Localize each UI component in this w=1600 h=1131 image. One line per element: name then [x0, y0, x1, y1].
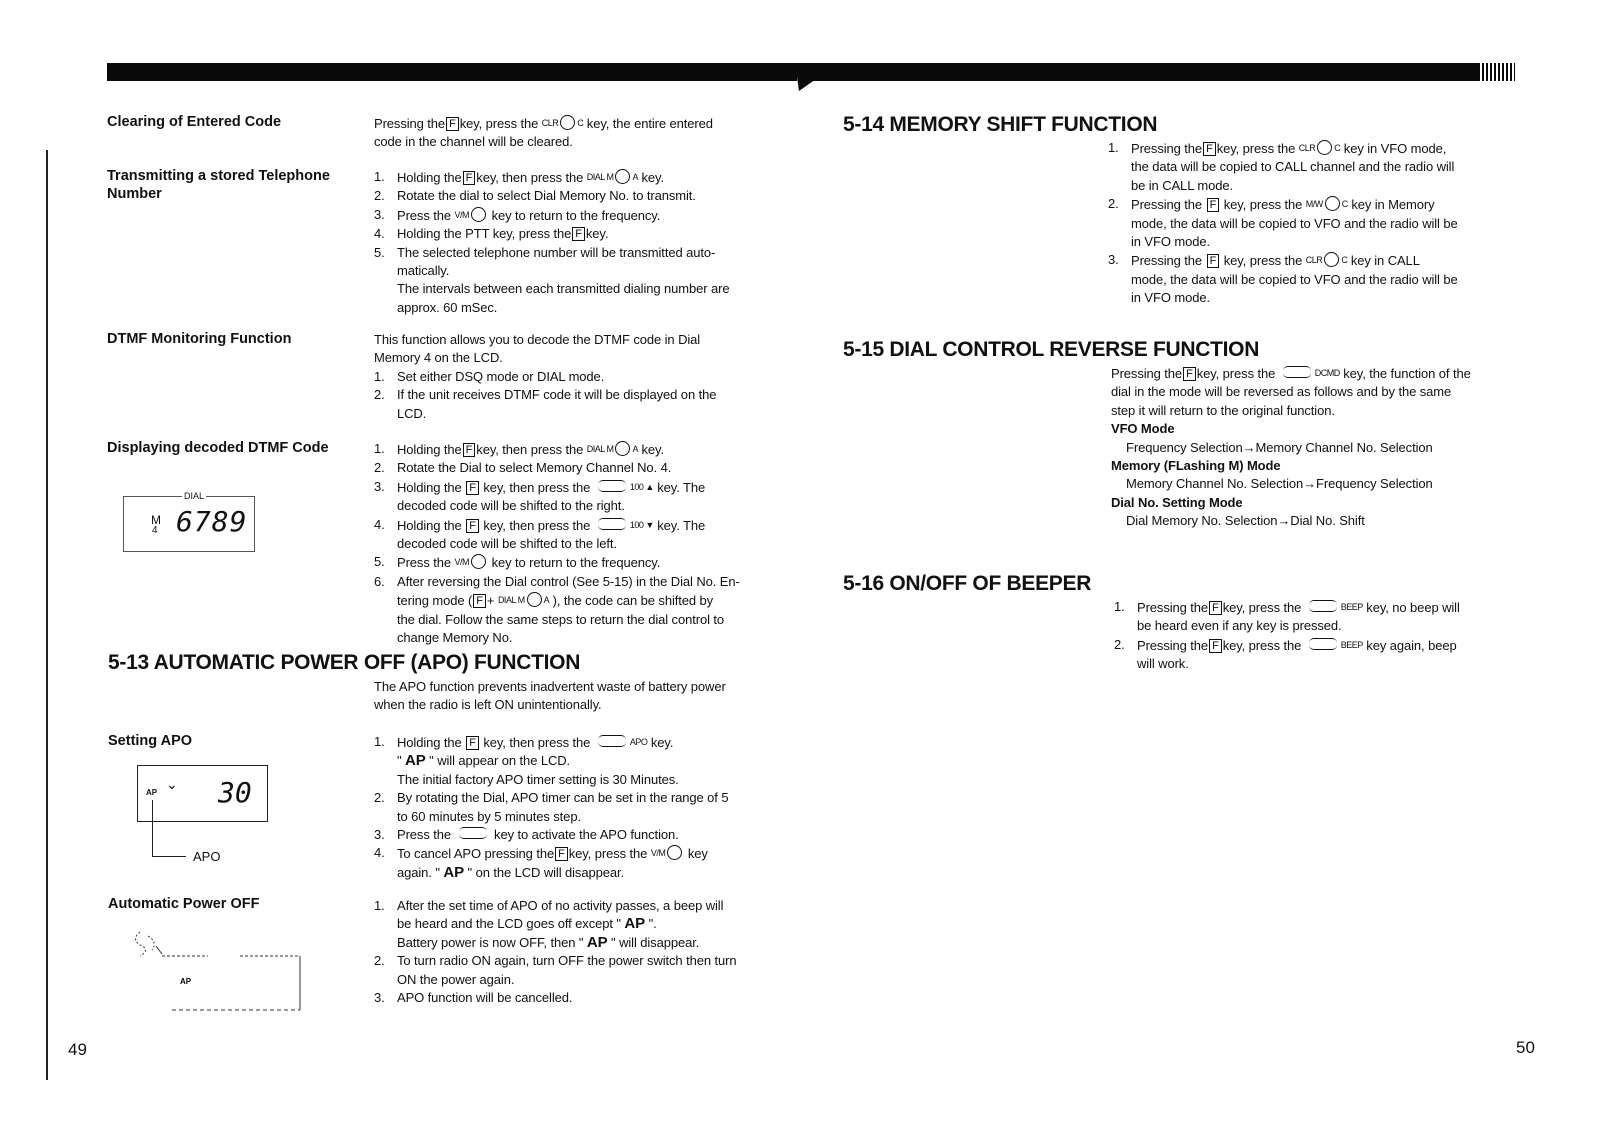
up-arrow-key-icon — [598, 480, 626, 492]
clr-key-icon — [1325, 196, 1340, 211]
vm-key-icon — [471, 207, 486, 222]
header-tick-marks — [1482, 63, 1515, 81]
list-item: 2. Rotate the dial to select Dial Memory No. to transmit. — [374, 188, 696, 204]
apo-chevron-icon: ⌄ — [166, 776, 178, 792]
f-key-icon: F — [1203, 142, 1216, 156]
list-item: 2. Rotate the Dial to select Memory Channel No. 4. — [374, 460, 672, 476]
list-item: 5. Press the V/M key to return to the frequency. — [374, 554, 661, 571]
f-key-icon: F — [466, 736, 479, 750]
page-margin-line — [46, 150, 48, 1080]
list-item: 3. Pressing the F key, press the CLR C key in CALL mode, the data will be copied to VFO and the radio will be in VFO mode. — [1108, 252, 1458, 306]
dtmf-monitor-label: DTMF Monitoring Function — [107, 331, 292, 347]
f-key-icon: F — [572, 227, 585, 241]
beep-key-icon — [1309, 638, 1337, 650]
list-item: 1. Holding the F key, then press the DIAL M A key. — [374, 441, 664, 457]
dial-key-icon — [615, 441, 630, 456]
apo-pointer-line — [152, 800, 153, 856]
apo-heading: 5-13 AUTOMATIC POWER OFF (APO) FUNCTION — [108, 651, 581, 674]
header-bar-wedge — [795, 63, 815, 91]
dial-setting-mode-label: Dial No. Setting Mode — [1111, 494, 1243, 510]
memory-shift-heading: 5-14 MEMORY SHIFT FUNCTION — [843, 113, 1158, 136]
list-item: 2. Pressing the F key, press the M/W C key in Memory mode, the data will be copied to VFO and the radio will be in VFO mode. — [1108, 196, 1458, 250]
transmitting-label: Transmitting a stored Telephone Number — [107, 168, 330, 202]
list-item: 2. To turn radio ON again, turn OFF the power switch then turn ON the power again. — [374, 953, 737, 987]
f-key-icon: F — [1209, 601, 1222, 615]
clearing-text: Pressing the F key, press the CLR C key, the entire entered code in the channel will be cleared. — [374, 116, 713, 150]
page-number-right: 50 — [1516, 1038, 1535, 1057]
list-item: 4. Holding the F key, then press the 100 ▼ key. The decoded code will be shifted to the left. — [374, 516, 706, 552]
memory-shift-steps — [1108, 139, 1486, 308]
list-item: 3. Press the key to activate the APO function. — [374, 827, 679, 843]
list-item: 5. The selected telephone number will be transmitted auto- matically. The intervals between each transmitted dialing number are approx. 60 mSec. — [374, 244, 730, 315]
memory-mode-label: Memory (FLashing M) Mode — [1111, 458, 1281, 474]
setting-apo-label: Setting APO — [108, 733, 193, 749]
dtmf-monitor-text: This function allows you to decode the DTMF code in Dial Memory 4 on the LCD. 1. Set either DSQ mode or DIAL mode. 2. If the unit receives DTMF code it will be displayed on the LCD. — [374, 331, 754, 423]
apo-intro: The APO function prevents inadvertent waste of battery power when the radio is left ON unintentionally. — [374, 679, 726, 713]
f-key-icon: F — [1183, 367, 1196, 381]
clr-key-icon — [1317, 140, 1332, 155]
list-item: 4. Holding the PTT key, press the F key. — [374, 226, 609, 242]
dial-key-icon — [615, 169, 630, 184]
clr-key-icon — [560, 115, 575, 130]
transmitting-steps — [374, 168, 754, 317]
f-key-icon: F — [463, 171, 476, 185]
displaying-label: Displaying decoded DTMF Code — [107, 440, 329, 456]
apo-setting-steps — [374, 733, 754, 882]
apo-key-icon — [459, 827, 487, 839]
list-item: 3. APO function will be cancelled. — [374, 990, 573, 1006]
svg-text:AP: AP — [180, 977, 192, 986]
apo-key-icon — [598, 735, 626, 747]
list-item: 2. By rotating the Dial, APO timer can be set in the range of 5 to 60 minutes by 5 minutes step. — [374, 790, 729, 824]
list-item: 1. Pressing the F key, press the CLR C key in VFO mode, the data will be copied to CALL channel and the radio will be in CALL mode. — [1108, 140, 1455, 193]
beeper-steps — [1114, 598, 1492, 674]
dcmd-key-icon — [1283, 366, 1311, 378]
list-item: 1. Holding the F key, then press the APO key. " AP " will appear on the LCD. The initial factory APO timer setting is 30 Minutes. — [374, 734, 679, 787]
beep-key-icon — [1309, 600, 1337, 612]
f-key-icon: F — [1209, 639, 1222, 653]
dial-reverse-heading: 5-15 DIAL CONTROL REVERSE FUNCTION — [843, 338, 1260, 361]
vm-key-icon — [667, 845, 682, 860]
dial-reverse-text: Pressing the F key, press the DCMD key, the function of the dial in the mode will be reversed as follows and by the same step it will return to the original function. VFO Mode Frequency Selection→Memory Channel No. Selection Memory (FLashing M) Mode Memory Channel No. Selection→Frequency Selection Dial No. Setting Mode Dial Memory No. Selection→Dial No. Shift — [1111, 366, 1471, 529]
f-key-icon: F — [466, 519, 479, 533]
header-bar-right — [800, 63, 1480, 81]
down-arrow-key-icon — [598, 518, 626, 530]
list-item: 2. If the unit receives DTMF code it will be displayed on the LCD. — [374, 387, 717, 421]
apo-pointer-line-h — [152, 856, 186, 857]
displaying-steps — [374, 440, 754, 647]
vfo-mode-label: VFO Mode — [1111, 421, 1175, 437]
header-bar-left — [107, 63, 797, 81]
dial-key-icon — [527, 592, 542, 607]
list-item: 3. Holding the F key, then press the 100 ▲ key. The decoded code will be shifted to the right. — [374, 478, 706, 514]
list-item: 4. To cancel APO pressing the F key, press the V/M key again. " AP " on the LCD will disappear. — [374, 845, 708, 881]
f-key-icon: F — [463, 443, 476, 457]
f-key-icon: F — [466, 481, 479, 495]
f-key-icon: F — [1207, 254, 1220, 268]
f-key-icon: F — [446, 117, 459, 131]
auto-power-off-label: Automatic Power OFF — [108, 896, 260, 912]
page-number-left: 49 — [68, 1040, 87, 1059]
f-key-icon: F — [473, 594, 486, 608]
apo-pointer-label: APO — [193, 849, 221, 864]
vm-key-icon — [471, 554, 486, 569]
dtmf-lcd-display: DIAL M 4 6789 — [123, 496, 255, 552]
beeper-heading: 5-16 ON/OFF OF BEEPER — [843, 572, 1092, 595]
f-key-icon: F — [1207, 198, 1220, 212]
clr-key-icon — [1324, 252, 1339, 267]
list-item: 3. Press the V/M key to return to the frequency. — [374, 206, 661, 223]
list-item: 2. Pressing the F key, press the BEEP key again, beep will work. — [1114, 636, 1457, 672]
list-item: 1. Pressing the F key, press the BEEP key, no beep will be heard even if any key is pressed. — [1114, 599, 1460, 634]
list-item: 6. After reversing the Dial control (See 5-15) in the Dial No. En- tering mode ( F + DIAL M A ), the code can be shifted by the dial. Follow the same steps to return the dial control to change Memory No. — [374, 573, 740, 646]
list-item: 1. After the set time of APO of no activity passes, a beep will be heard and the LCD goes off except " AP ". Battery power is now OFF, then " AP " will disappear. — [374, 898, 724, 951]
list-item: 1. Holding the F key, then press the DIAL M A key. — [374, 169, 664, 185]
apo-lcd-display: AP ⌄ 30 — [137, 765, 268, 822]
f-key-icon: F — [555, 847, 568, 861]
clearing-label: Clearing of Entered Code — [107, 114, 282, 130]
auto-power-off-steps — [374, 897, 754, 1007]
power-off-illustration — [128, 928, 308, 1012]
list-item: 1. Set either DSQ mode or DIAL mode. — [374, 368, 605, 384]
